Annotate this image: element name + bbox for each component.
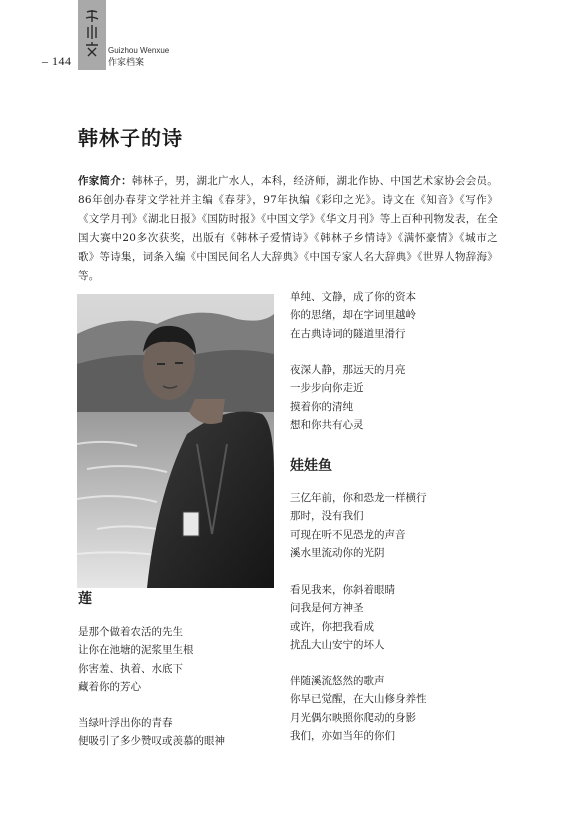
poem-line: 你早已觉醒，在大山修身养性: [290, 693, 427, 706]
poem-line: 你害羞、执着、水底下: [78, 662, 183, 675]
stanza: [290, 288, 416, 343]
page-title: 韩林子的诗: [78, 126, 183, 150]
poem-line: 摸着你的清纯: [290, 400, 353, 413]
poem-line: 单纯、文静，成了你的资本: [290, 291, 416, 303]
poem-line: 是那个做着农活的先生: [78, 626, 183, 638]
poem-line: 夜深人静，那远天的月亮: [290, 364, 406, 376]
stanza: [78, 623, 194, 696]
stanza: [78, 714, 225, 751]
intro-text: 韩林子，男，湖北广水人，本科，经济师，湖北作协、中国艺术家协会会员。86年创办春芽文学社并主编《春芽》，97年执编《彩印之光》。诗文在《知音》《写作》《文学月刊》《湖北日报》《国防时报》《中国文学》《华文月刊》等上百种刊物发表，在全国大赛中20多次获奖，出版有《韩林子爱情诗》《韩林子乡情诗》《满怀豪情》《城市之歌》等诗集，词条入编《中国民间名人大辞典》《中国专家人名大辞典》《世界人物辞海》等。: [78, 175, 498, 282]
header-tab: [78, 0, 106, 70]
journal-name: Guizhou Wenxue: [108, 46, 170, 55]
stanza: [290, 581, 395, 654]
poem-line: 想和你共有心灵: [290, 418, 364, 431]
page-number: – 144: [42, 54, 72, 68]
poem-line: 让你在池塘的泥浆里生根: [78, 644, 194, 657]
poem-line: 当绿叶浮出你的青春: [78, 717, 173, 729]
stanza: [290, 672, 427, 745]
calligraphy-logo-icon: [83, 8, 101, 63]
stanza: [290, 361, 406, 434]
poem-title-lotus: 莲: [78, 591, 92, 607]
poem-line: 看见我来，你斜着眼睛: [290, 584, 395, 596]
author-intro: [78, 172, 498, 286]
poem-title-salamander: 娃娃鱼: [290, 458, 332, 474]
poem-line: 或许，你把我看成: [290, 620, 374, 633]
poem-line: 你的思绪，却在字词里越岭: [290, 309, 416, 322]
poem-line: 伴随溪流悠然的歌声: [290, 675, 385, 687]
section-name: 作家档案: [108, 58, 145, 68]
poem-line: 在古典诗词的隧道里滑行: [290, 327, 406, 340]
poem-line: 三亿年前，你和恐龙一样横行: [290, 492, 427, 504]
poem-line: 我们，亦如当年的你们: [290, 729, 395, 742]
author-photo: [77, 294, 274, 588]
poem-line: 藏着你的芳心: [78, 680, 141, 693]
poem-line: 溪水里流动你的光阴: [290, 546, 385, 559]
poem-line: 那时，没有我们: [290, 510, 364, 523]
poem-line: 便吸引了多少赞叹或羡慕的眼神: [78, 735, 225, 748]
stanza: [290, 489, 427, 562]
poem-line: 月光偶尔映照你爬动的身影: [290, 711, 416, 724]
poem-line: 可现在听不见恐龙的声音: [290, 528, 406, 541]
poem-line: 扰乱大山安宁的坏人: [290, 638, 385, 651]
intro-label: 作家简介：: [78, 175, 132, 187]
poem-line: 一步步向你走近: [290, 382, 364, 395]
poem-line: 问我是何方神圣: [290, 602, 364, 615]
